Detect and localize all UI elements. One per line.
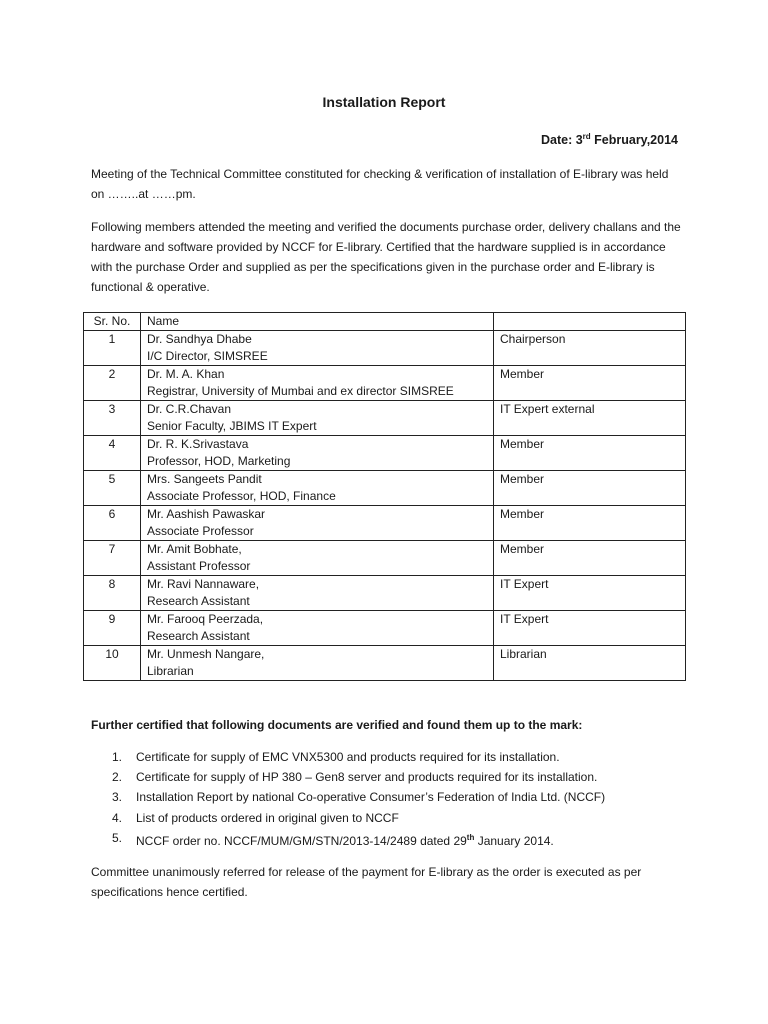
member-name-cell <box>141 541 494 576</box>
member-name: Mrs. Sangeets Pandit <box>147 472 262 486</box>
table-row <box>84 541 686 576</box>
member-name: Mr. Ravi Nannaware, <box>147 577 260 591</box>
member-role: Member <box>494 366 686 401</box>
conclusion-paragraph: Committee unanimously referred for release of the payment for E-library as the order is executed as per specifications hence certified. <box>91 865 642 899</box>
member-sr-no: 6 <box>84 506 141 541</box>
member-name: Dr. M. A. Khan <box>147 367 225 381</box>
list-item <box>92 747 692 767</box>
member-name: Mr. Farooq Peerzada, <box>147 612 264 626</box>
member-role: Librarian <box>494 646 686 681</box>
verification-paragraph: Further certified that following documents are verified and found them up to the mark: <box>91 718 583 732</box>
member-sr-no: 7 <box>84 541 141 576</box>
table-row <box>84 506 686 541</box>
meeting-paragraph: Meeting of the Technical Committee constituted for checking & verification of installation of E-library was held on ……..at ……pm. <box>91 167 669 201</box>
list-number: 3. <box>112 790 123 805</box>
member-sr-no: 8 <box>84 576 141 611</box>
table-row <box>84 646 686 681</box>
member-designation: Associate Professor, HOD, Finance <box>147 489 336 503</box>
table-row <box>84 611 686 646</box>
table-row <box>84 401 686 436</box>
table-header-row <box>84 313 686 331</box>
member-role: IT Expert <box>494 576 686 611</box>
member-role: IT Expert external <box>494 401 686 436</box>
member-role: Member <box>494 436 686 471</box>
member-role: Member <box>494 541 686 576</box>
list-number: 1. <box>112 750 123 764</box>
member-name-cell <box>141 506 494 541</box>
member-name: Mr. Unmesh Nangare, <box>147 647 265 661</box>
member-name-cell <box>141 576 494 611</box>
attendance-paragraph: Following members attended the meeting and verified the documents purchase order, delivery challans and the hardware and software provided by NCCF for E-library. Certified that the hardware supplied is in accordance with the purchase Order and supplied as per the specifications given in the purchase order and E-library is functional & operative. <box>91 220 681 294</box>
header-role <box>494 313 686 331</box>
member-sr-no: 3 <box>84 401 141 436</box>
member-name: Mr. Amit Bobhate, <box>147 542 242 556</box>
member-designation: Research Assistant <box>147 629 250 643</box>
member-designation: I/C Director, SIMSREE <box>147 349 268 363</box>
member-role: Member <box>494 506 686 541</box>
member-name: Dr. C.R.Chavan <box>147 402 232 416</box>
member-name-cell <box>141 611 494 646</box>
member-name-cell <box>141 331 494 366</box>
member-name-cell <box>141 401 494 436</box>
member-name: Dr. Sandhya Dhabe <box>147 332 252 346</box>
member-role: Member <box>494 471 686 506</box>
report-date: Date: 3rd February,2014 <box>540 132 678 148</box>
report-title: Installation Report <box>322 94 446 110</box>
member-sr-no: 2 <box>84 366 141 401</box>
list-text-after: January 2014. <box>474 833 554 848</box>
member-name-cell <box>141 471 494 506</box>
member-designation: Senior Faculty, JBIMS IT Expert <box>147 419 317 433</box>
list-item <box>92 808 692 828</box>
header-name: Name <box>141 313 494 331</box>
list-number: 2. <box>112 770 123 785</box>
list-number: 5. <box>112 830 123 845</box>
documents-list <box>92 747 692 848</box>
list-text: List of products ordered in original given to NCCF <box>136 810 399 825</box>
member-sr-no: 4 <box>84 436 141 471</box>
member-designation: Professor, HOD, Marketing <box>147 454 291 468</box>
member-name-cell <box>141 436 494 471</box>
table-row <box>84 366 686 401</box>
header-sr-no: Sr. No. <box>84 313 141 331</box>
member-designation: Registrar, University of Mumbai and ex director SIMSREE <box>147 384 454 398</box>
member-role: IT Expert <box>494 611 686 646</box>
member-sr-no: 9 <box>84 611 141 646</box>
member-role: Chairperson <box>494 331 686 366</box>
member-sr-no: 5 <box>84 471 141 506</box>
list-text: Installation Report by national Co-operative Consumer’s Federation of India Ltd. (NCCF) <box>136 790 606 805</box>
member-name-cell <box>141 646 494 681</box>
list-text: NCCF order no. NCCF/MUM/GM/STN/2013-14/2489 dated 29 <box>136 833 467 848</box>
member-sr-no: 10 <box>84 646 141 681</box>
list-superscript: th <box>466 832 475 842</box>
member-sr-no: 1 <box>84 331 141 366</box>
list-number: 4. <box>112 810 123 825</box>
list-text: Certificate for supply of HP 380 – Gen8 server and products required for its installation. <box>136 770 598 785</box>
table-row <box>84 331 686 366</box>
member-name-cell <box>141 366 494 401</box>
member-designation: Research Assistant <box>147 594 250 608</box>
table-row <box>84 576 686 611</box>
member-name: Mr. Aashish Pawaskar <box>147 507 266 521</box>
member-designation: Associate Professor <box>147 524 254 538</box>
list-text: Certificate for supply of EMC VNX5300 and products required for its installation. <box>136 750 560 764</box>
table-row <box>84 436 686 471</box>
list-item <box>92 767 692 787</box>
members-table <box>83 312 686 681</box>
list-item <box>92 787 692 807</box>
table-row <box>84 471 686 506</box>
member-name: Dr. R. K.Srivastava <box>147 437 249 451</box>
member-designation: Assistant Professor <box>147 559 251 573</box>
list-item <box>92 828 692 848</box>
member-designation: Librarian <box>147 664 194 678</box>
